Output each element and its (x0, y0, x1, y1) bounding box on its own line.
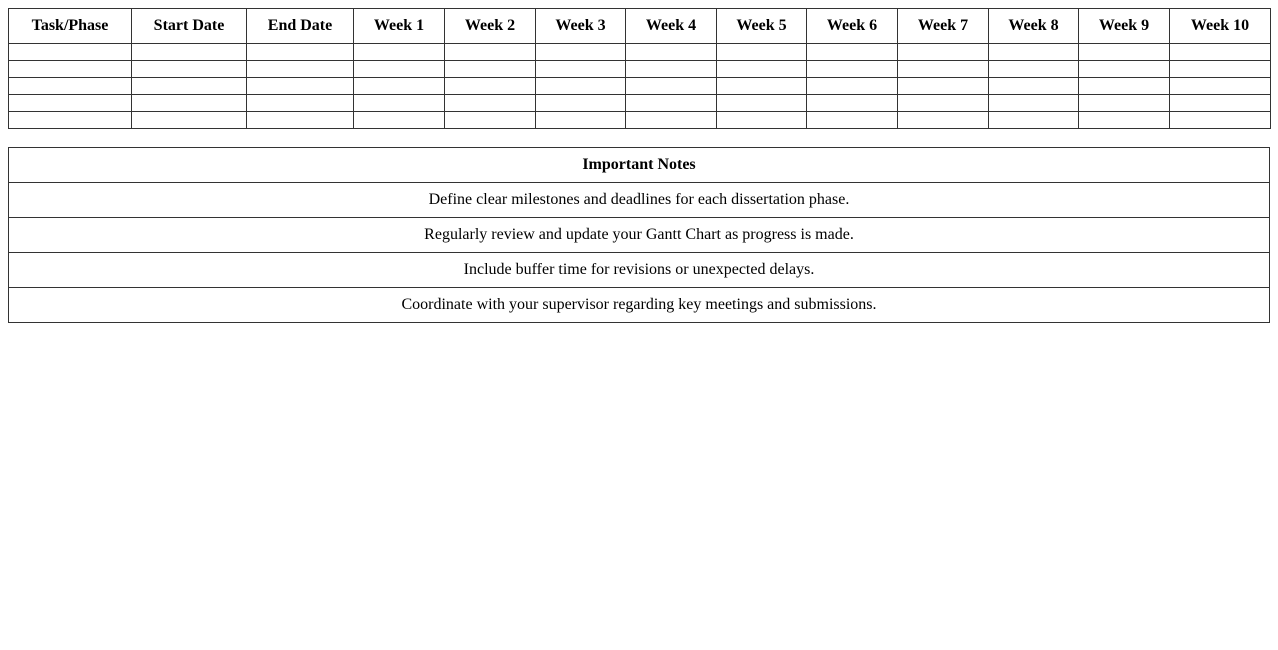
gantt-cell[interactable] (717, 95, 807, 112)
header-week-1: Week 1 (354, 9, 445, 44)
gantt-cell[interactable] (247, 78, 354, 95)
gantt-cell[interactable] (626, 78, 717, 95)
gantt-cell[interactable] (898, 112, 989, 129)
gantt-cell[interactable] (807, 61, 898, 78)
gantt-cell[interactable] (1170, 44, 1271, 61)
gantt-cell[interactable] (898, 61, 989, 78)
header-start-date: Start Date (132, 9, 247, 44)
gantt-cell[interactable] (354, 78, 445, 95)
gantt-cell[interactable] (445, 61, 536, 78)
gantt-cell[interactable] (1170, 78, 1271, 95)
notes-header-row (9, 148, 1270, 183)
gantt-cell[interactable] (354, 95, 445, 112)
gantt-cell[interactable] (9, 61, 132, 78)
gantt-cell[interactable] (989, 61, 1079, 78)
gantt-cell[interactable] (132, 112, 247, 129)
gantt-cell[interactable] (354, 44, 445, 61)
header-week-2: Week 2 (445, 9, 536, 44)
gantt-cell[interactable] (989, 112, 1079, 129)
header-week-3: Week 3 (536, 9, 626, 44)
gantt-cell[interactable] (247, 44, 354, 61)
gantt-cell[interactable] (9, 95, 132, 112)
gantt-cell[interactable] (717, 112, 807, 129)
gantt-cell[interactable] (1170, 112, 1271, 129)
gantt-cell[interactable] (247, 112, 354, 129)
gantt-cell[interactable] (989, 78, 1079, 95)
gantt-cell[interactable] (536, 95, 626, 112)
gantt-cell[interactable] (898, 95, 989, 112)
gantt-chart-table (8, 8, 1271, 129)
gantt-header-row (9, 9, 1271, 44)
header-week-5: Week 5 (717, 9, 807, 44)
gantt-row (9, 112, 1271, 129)
header-task-phase: Task/Phase (9, 9, 132, 44)
gantt-cell[interactable] (247, 61, 354, 78)
gantt-cell[interactable] (445, 95, 536, 112)
gantt-cell[interactable] (247, 95, 354, 112)
gantt-cell[interactable] (626, 44, 717, 61)
gantt-cell[interactable] (536, 112, 626, 129)
header-week-8: Week 8 (989, 9, 1079, 44)
note-row (9, 288, 1270, 323)
gantt-cell[interactable] (626, 95, 717, 112)
gantt-cell[interactable] (132, 78, 247, 95)
important-notes-table (8, 147, 1270, 323)
gantt-cell[interactable] (989, 95, 1079, 112)
header-week-7: Week 7 (898, 9, 989, 44)
gantt-cell[interactable] (445, 44, 536, 61)
gantt-body (9, 44, 1271, 129)
gantt-cell[interactable] (807, 112, 898, 129)
gantt-row (9, 61, 1271, 78)
gantt-cell[interactable] (898, 78, 989, 95)
note-item: Define clear milestones and deadlines for each dissertation phase. (9, 183, 1270, 218)
gantt-cell[interactable] (354, 112, 445, 129)
gantt-cell[interactable] (807, 44, 898, 61)
gantt-cell[interactable] (717, 61, 807, 78)
gantt-cell[interactable] (536, 44, 626, 61)
gantt-row (9, 78, 1271, 95)
note-row (9, 183, 1270, 218)
header-week-6: Week 6 (807, 9, 898, 44)
note-item: Include buffer time for revisions or unexpected delays. (9, 253, 1270, 288)
note-item: Regularly review and update your Gantt Chart as progress is made. (9, 218, 1270, 253)
header-end-date: End Date (247, 9, 354, 44)
gantt-cell[interactable] (807, 78, 898, 95)
gantt-row (9, 44, 1271, 61)
gantt-cell[interactable] (445, 78, 536, 95)
header-week-10: Week 10 (1170, 9, 1271, 44)
gantt-cell[interactable] (989, 44, 1079, 61)
gantt-cell[interactable] (1079, 61, 1170, 78)
note-item: Coordinate with your supervisor regarding key meetings and submissions. (9, 288, 1270, 323)
note-row (9, 253, 1270, 288)
gantt-cell[interactable] (9, 78, 132, 95)
gantt-cell[interactable] (445, 112, 536, 129)
header-week-9: Week 9 (1079, 9, 1170, 44)
note-row (9, 218, 1270, 253)
gantt-cell[interactable] (1079, 95, 1170, 112)
gantt-cell[interactable] (536, 78, 626, 95)
gantt-cell[interactable] (898, 44, 989, 61)
gantt-cell[interactable] (132, 44, 247, 61)
gantt-cell[interactable] (354, 61, 445, 78)
gantt-cell[interactable] (717, 78, 807, 95)
gantt-cell[interactable] (1079, 78, 1170, 95)
gantt-cell[interactable] (9, 112, 132, 129)
gantt-cell[interactable] (1170, 95, 1271, 112)
page-content (8, 8, 1270, 323)
gantt-cell[interactable] (132, 95, 247, 112)
gantt-cell[interactable] (1079, 44, 1170, 61)
gantt-cell[interactable] (717, 44, 807, 61)
gantt-cell[interactable] (626, 112, 717, 129)
gantt-cell[interactable] (132, 61, 247, 78)
gantt-cell[interactable] (626, 61, 717, 78)
gantt-cell[interactable] (536, 61, 626, 78)
gantt-row (9, 95, 1271, 112)
gantt-cell[interactable] (807, 95, 898, 112)
gantt-cell[interactable] (9, 44, 132, 61)
gantt-cell[interactable] (1079, 112, 1170, 129)
gantt-cell[interactable] (1170, 61, 1271, 78)
notes-title: Important Notes (9, 148, 1270, 183)
header-week-4: Week 4 (626, 9, 717, 44)
